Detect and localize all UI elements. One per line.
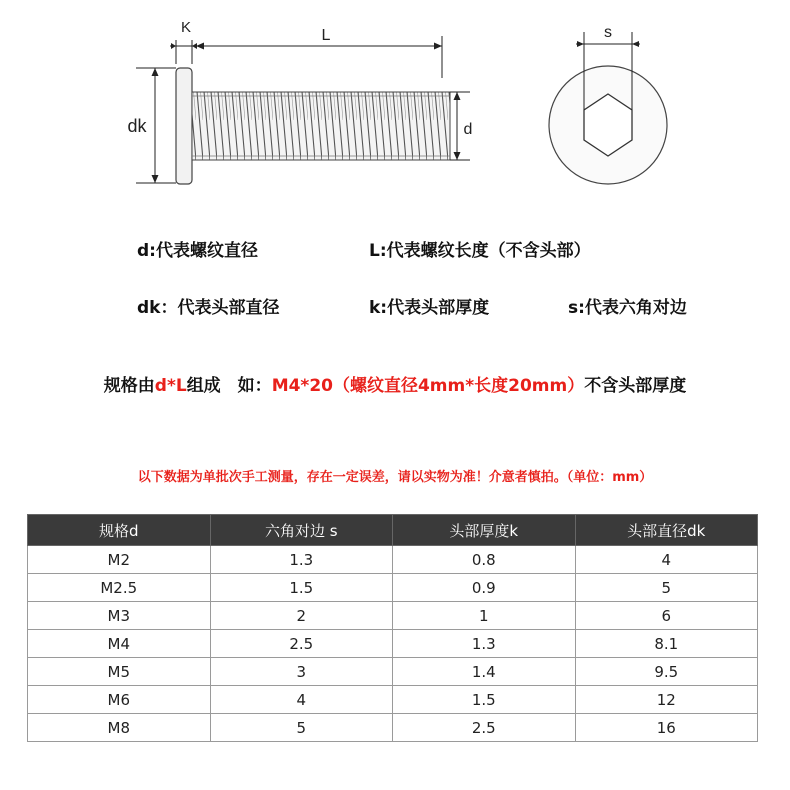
spec-part3: 组成 如： [186,376,272,396]
legend-dk: dk：代表头部直径 [137,298,280,318]
s-label: s [604,24,612,41]
spec-part5: 不含头部厚度 [584,376,687,396]
cell-hex: 3 [210,658,393,686]
cell-thickness: 1.5 [393,686,576,714]
cell-thickness: 1.3 [393,630,576,658]
measurement-note: 以下数据为单批次手工测量，存在一定误差，请以实物为准！介意者慎拍。（单位：mm） [137,470,653,485]
spec-description [0,371,790,396]
table-row [28,602,758,630]
header-hex-size: 六角对边 s [210,515,393,546]
spec-example: M4*20（螺纹直径4mm*长度20mm） [271,376,585,396]
spec-table [27,514,758,742]
cell-thickness: 2.5 [393,714,576,742]
cell-thickness: 1.4 [393,658,576,686]
table-header-row [28,515,758,546]
cell-diameter: 16 [575,714,758,742]
spec-formula: d*L [154,376,187,396]
screw-top-view-diagram [540,20,740,200]
cell-spec: M3 [28,602,211,630]
header-head-thickness: 头部厚度k [393,515,576,546]
table-row [28,714,758,742]
k-label: K [180,19,192,36]
cell-thickness: 0.9 [393,574,576,602]
screw-thread [192,92,450,160]
cell-spec: M6 [28,686,211,714]
legend-k: k:代表头部厚度 [369,298,490,318]
table-row [28,686,758,714]
header-head-diameter: 头部直径dk [575,515,758,546]
table-row [28,658,758,686]
cell-thickness: 0.8 [393,546,576,574]
legend-l: L:代表螺纹长度（不含头部） [369,241,591,261]
legend-d: d:代表螺纹直径 [137,241,258,261]
cell-spec: M2.5 [28,574,211,602]
spec-part1: 规格由 [103,376,155,396]
cell-diameter: 6 [575,602,758,630]
cell-diameter: 8.1 [575,630,758,658]
cell-thickness: 1 [393,602,576,630]
table-row [28,574,758,602]
cell-hex: 4 [210,686,393,714]
cell-diameter: 4 [575,546,758,574]
cell-hex: 2.5 [210,630,393,658]
cell-diameter: 9.5 [575,658,758,686]
cell-hex: 1.3 [210,546,393,574]
cell-diameter: 12 [575,686,758,714]
cell-spec: M4 [28,630,211,658]
dk-label: dk [127,116,147,136]
cell-spec: M5 [28,658,211,686]
cell-spec: M2 [28,546,211,574]
table-row [28,546,758,574]
cell-spec: M8 [28,714,211,742]
cell-hex: 1.5 [210,574,393,602]
legend-s: s:代表六角对边 [568,298,687,318]
cell-hex: 5 [210,714,393,742]
d-label: d [463,121,473,138]
cell-hex: 2 [210,602,393,630]
screw-head [176,68,192,184]
cell-diameter: 5 [575,574,758,602]
l-label: L [321,27,331,44]
table-row [28,630,758,658]
header-spec: 规格d [28,515,211,546]
